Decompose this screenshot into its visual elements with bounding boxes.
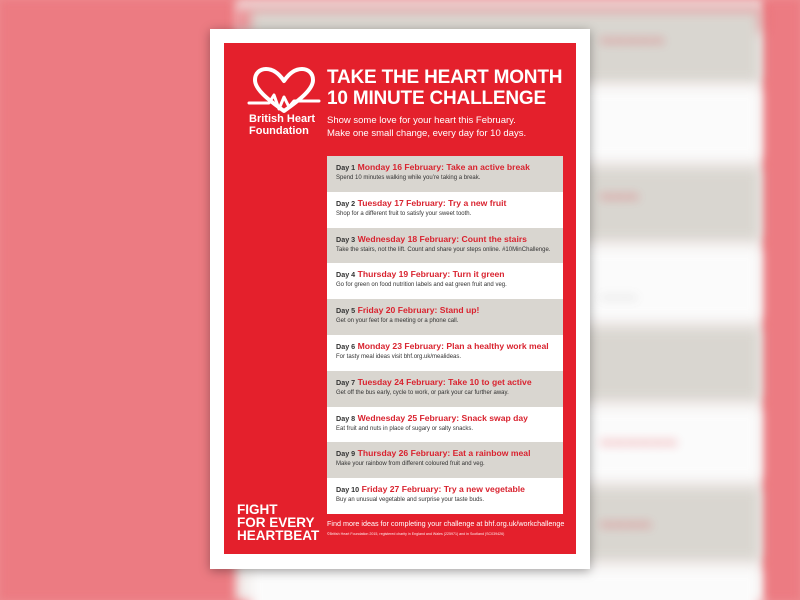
day-number: Day 6 [336, 341, 356, 351]
day-heading: Thursday 19 February: Turn it green [357, 269, 505, 280]
day-description: Spend 10 minutes walking while you’re taking a break. [336, 175, 481, 181]
org-name-line: Foundation [249, 125, 309, 137]
slogan-line: HEARTBEAT [237, 528, 320, 543]
backdrop-text: ~~~~~~ [600, 430, 678, 455]
poster-intro [327, 114, 572, 140]
campaign-slogan [237, 503, 327, 542]
day-number: Day 1 [336, 163, 356, 172]
backdrop-text: ~~~~ [600, 512, 652, 537]
day-heading: Thursday 26 February: Eat a rainbow meal [357, 448, 531, 459]
poster-headline [327, 67, 572, 109]
org-name [249, 113, 329, 137]
copyright-text: ©British Heart Foundation 2015, registered charity in England and Wales (225971) and in Scotland (SC039426) [327, 532, 505, 536]
day-item [327, 335, 563, 371]
backdrop-text: ~~~~~ [600, 28, 665, 53]
day-item [327, 192, 563, 228]
backdrop-text: ~~~~ [600, 290, 638, 307]
day-heading: Tuesday 17 February: Try a new fruit [357, 197, 507, 208]
day-description: Get on your feet for a meeting or a phone call. [336, 318, 459, 325]
slogan-line: FOR EVERY [237, 515, 315, 530]
day-number: Day 4 [336, 270, 356, 280]
day-number: Day 3 [336, 234, 356, 244]
day-number: Day 5 [336, 306, 356, 316]
day-number: Day 7 [336, 377, 356, 387]
poster-red-panel [224, 43, 576, 554]
challenge-poster [210, 29, 590, 569]
day-description: Take the stairs, not the lift. Count and share your steps online. #10MinChallenge. [336, 246, 551, 253]
day-description: For tasty meal ideas visit bhf.org.uk/mealideas. [336, 353, 462, 360]
org-name-line: British Heart [249, 113, 316, 125]
day-item [327, 407, 563, 443]
day-heading: Tuesday 24 February: Take 10 to get active [357, 376, 532, 387]
day-item [327, 228, 563, 264]
day-item [327, 442, 563, 478]
day-description: Make your rainbow from different coloured fruit and veg. [336, 461, 485, 468]
day-description: Eat fruit and nuts in place of sugary or salty snacks. [336, 425, 474, 432]
day-item [327, 299, 563, 335]
day-item [327, 156, 563, 192]
day-item [327, 263, 563, 299]
slogan-line: FIGHT [237, 502, 278, 517]
backdrop-edge [764, 0, 800, 600]
intro-line: Make one small change, every day for 10 days. [327, 128, 527, 139]
backdrop-left [0, 0, 236, 600]
day-heading: Friday 20 February: Stand up! [357, 305, 480, 316]
day-description: Get off the bus early, cycle to work, or park your car further away. [336, 389, 509, 396]
day-heading: Wednesday 25 February: Snack swap day [357, 412, 528, 423]
day-heading: Wednesday 18 February: Count the stairs [357, 233, 527, 244]
day-heading: Monday 16 February: Take an active break [357, 162, 530, 172]
backdrop-text: ~~~ [600, 184, 639, 209]
headline-line: TAKE THE HEART MONTH [327, 67, 563, 88]
day-number: Day 8 [336, 413, 356, 423]
day-description: Buy an unusual vegetable and surprise your taste buds. [336, 497, 485, 504]
day-list [327, 156, 563, 514]
day-number: Day 9 [336, 449, 356, 459]
more-ideas-text: Find more ideas for completing your challenge at bhf.org.uk/workchallenge [327, 519, 565, 528]
intro-line: Show some love for your heart this February. [327, 115, 516, 126]
day-description: Shop for a different fruit to satisfy your sweet tooth. [336, 210, 472, 217]
day-number: Day 2 [336, 198, 356, 208]
day-number: Day 10 [336, 485, 360, 495]
day-heading: Monday 23 February: Plan a healthy work meal [357, 340, 549, 351]
day-heading: Friday 27 February: Try a new vegetable [361, 484, 525, 495]
day-description: Go for green on food nutrition labels and eat green fruit and veg. [336, 282, 507, 289]
headline-line: 10 MINUTE CHALLENGE [327, 88, 546, 109]
backdrop-row [250, 568, 760, 600]
day-item [327, 371, 563, 407]
day-item [327, 478, 563, 514]
